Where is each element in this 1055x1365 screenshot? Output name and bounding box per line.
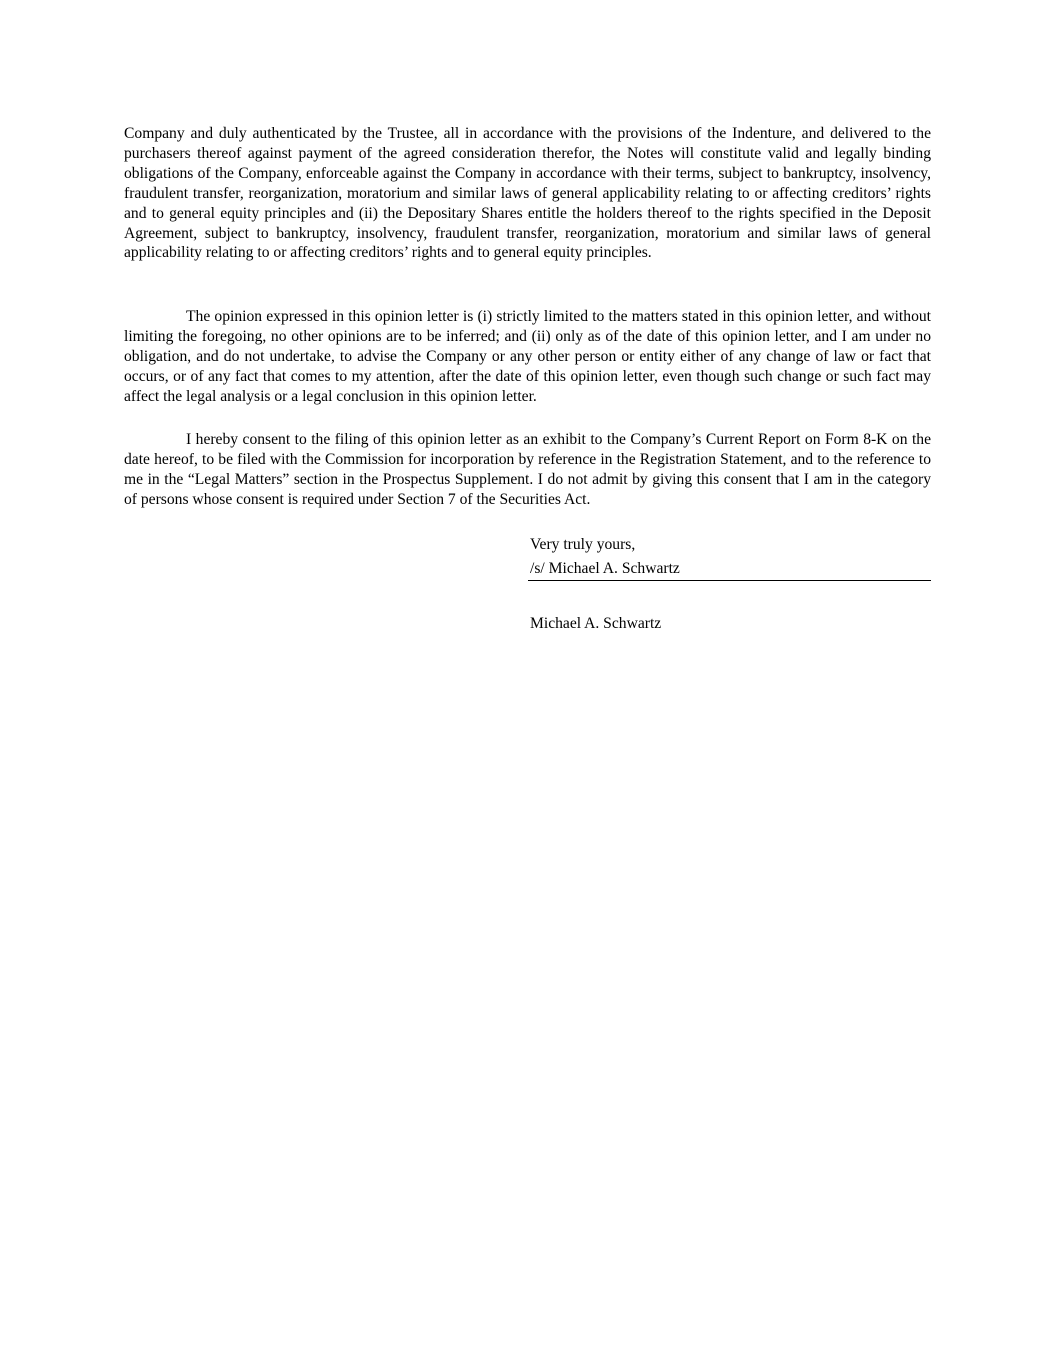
signature-text: /s/ Michael A. Schwartz (530, 560, 680, 577)
paragraph-opinion-scope: The opinion expressed in this opinion letter is (i) strictly limited to the matters stated in this opinion letter, and without limiting the foregoing, no other opinions are to be inferred; and (ii) only as of the date of this opinion letter, and I am under no obligation, and do not undertake, to advise the Company or any other person or entity either of any change of law or fact that occurs, or of any fact that comes to my attention, after the date of this opinion letter, even though such change or such fact may affect the legal analysis or a legal conclusion in this opinion letter. (124, 308, 931, 405)
signer-name: Michael A. Schwartz (530, 615, 662, 632)
signature-line (528, 580, 931, 581)
paragraph-continuation: Company and duly authenticated by the Trustee, all in accordance with the provisions of the Indenture, and delivered to the purchasers thereof against payment of the agreed consideration therefor, the Notes will constitute valid and legally binding obligations of the Company, enforceable against the Company in accordance with their terms, subject to bankruptcy, insolvency, fraudulent transfer, reorganization, moratorium and similar laws of general applicability relating to or affecting creditors’ rights and to general equity principles and (ii) the Depositary Shares entitle the holders thereof to the rights specified in the Deposit Agreement, subject to bankruptcy, insolvency, fraudulent transfer, reorganization, moratorium and similar laws of general applicability relating to or affecting creditors’ rights and to general equity principles. (124, 125, 931, 262)
paragraph-consent: I hereby consent to the filing of this opinion letter as an exhibit to the Company’s Current Report on Form 8-K on the date hereof, to be filed with the Commission for incorporation by reference in the Registration Statement, and to the reference to me in the “Legal Matters” section in the Prospectus Supplement. I do not admit by giving this consent that I am in the category of persons whose consent is required under Section 7 of the Securities Act. (124, 431, 931, 508)
closing-salutation: Very truly yours, (530, 536, 636, 553)
